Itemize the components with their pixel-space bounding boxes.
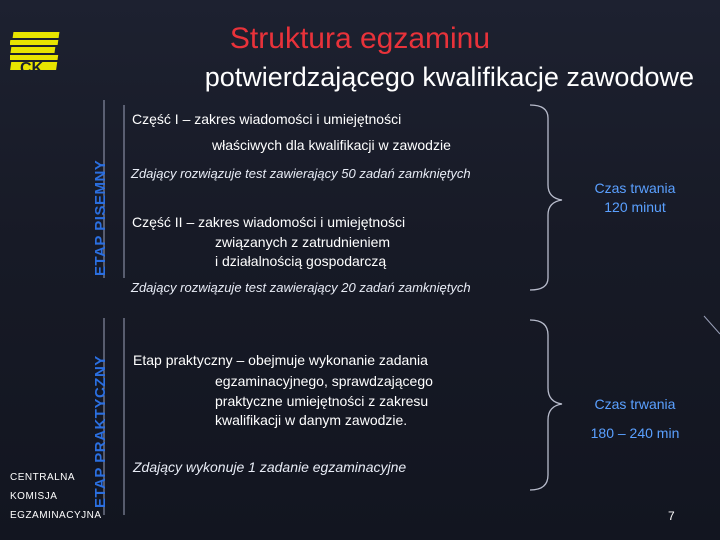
written-part2-line1: Część II – zakres wiadomości i umiejętności: [132, 214, 406, 230]
practical-stage-label: ETAP PRAKTYCZNY: [92, 355, 109, 508]
written-duration: [565, 179, 705, 217]
footer-line1: CENTRALNA: [10, 472, 76, 483]
written-stage-label: ETAP PISEMNY: [92, 159, 109, 276]
written-duration-line2: 120 minut: [604, 199, 666, 215]
written-part1-line2: właściwych dla kwalifikacji w zawodzie: [212, 137, 451, 153]
page-subtitle: potwierdzającego kwalifikacje zawodowe: [204, 62, 694, 92]
footer-line2: KOMISJA: [10, 491, 58, 502]
practical-line4: kwalifikacji w danym zawodzie.: [215, 412, 408, 428]
written-part1-note: Zdający rozwiązuje test zawierający 50 zadań zamkniętych: [131, 166, 471, 181]
page-title: Struktura egzaminu: [229, 22, 491, 55]
practical-duration-line2: 180 – 240 min: [590, 425, 680, 441]
practical-brace: [530, 320, 562, 490]
page-number: 7: [668, 509, 675, 523]
written-part1-line1: Część I – zakres wiadomości i umiejętności: [132, 111, 402, 127]
written-brace: [530, 105, 562, 290]
practical-duration-line1: Czas trwania: [594, 396, 676, 412]
written-part2-line2: związanych z zatrudnieniem: [215, 234, 391, 250]
logo-text: CK: [20, 60, 44, 77]
written-part2-line3: i działalnością gospodarczą: [215, 253, 387, 269]
practical-note: Zdający wykonuje 1 zadanie egzaminacyjne: [133, 459, 407, 475]
practical-line3: praktyczne umiejętności z zakresu: [215, 393, 429, 409]
practical-line1: Etap praktyczny – obejmuje wykonanie zadania: [133, 352, 428, 368]
practical-line2: egzaminacyjnego, sprawdzającego: [215, 373, 433, 389]
written-part2-note: Zdający rozwiązuje test zawierający 20 zadań zamkniętych: [131, 280, 471, 295]
footer-line3: EGZAMINACYJNA: [10, 510, 102, 521]
written-duration-line1: Czas trwania: [594, 180, 676, 196]
